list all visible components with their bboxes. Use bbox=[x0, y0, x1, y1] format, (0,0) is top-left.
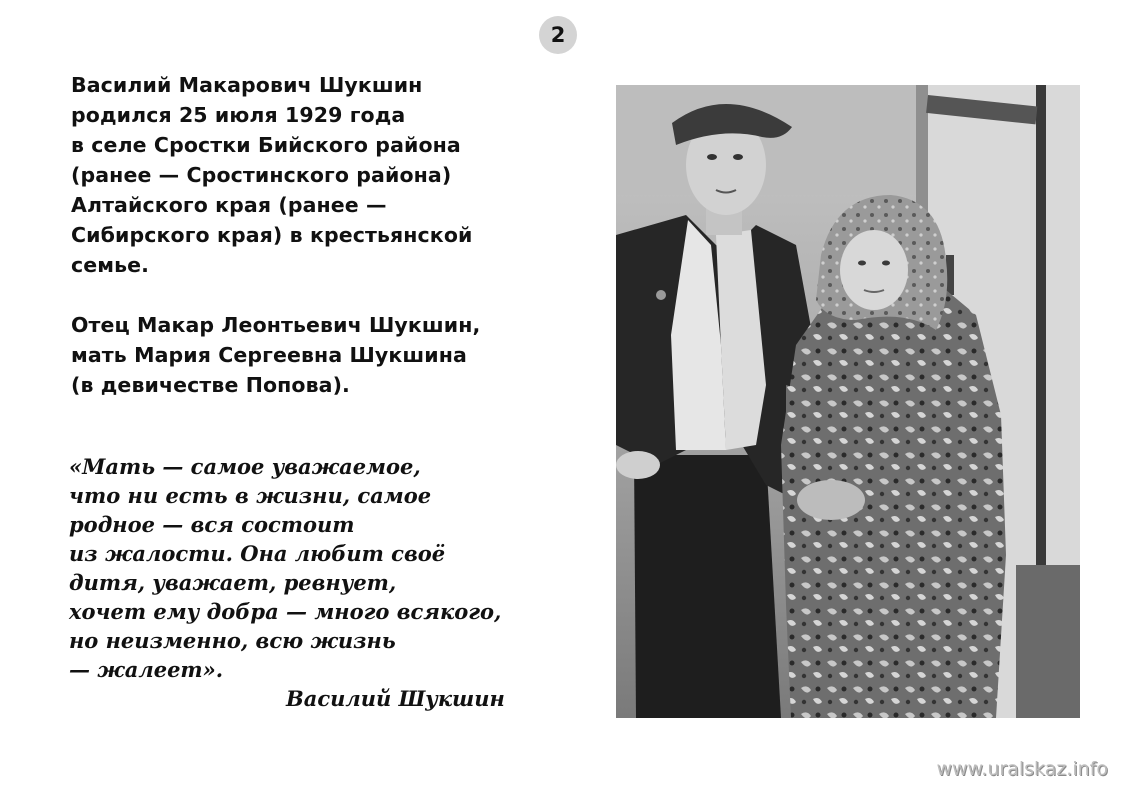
quote-line: «Мать — самое уважаемое, bbox=[69, 454, 421, 479]
quote-author: Василий Шукшин bbox=[286, 686, 505, 711]
quote-line: родное — вся состоит bbox=[69, 512, 355, 537]
site-watermark: www.uralskaz.info bbox=[936, 758, 1108, 780]
quote-line: хочет ему добра — много всякого, bbox=[69, 599, 502, 624]
quote-line: — жалеет». bbox=[69, 657, 224, 682]
bio-line: в селе Сростки Бийского района bbox=[71, 133, 461, 157]
bio-line: семье. bbox=[71, 253, 150, 277]
paragraph-gap bbox=[71, 280, 601, 310]
quote-block bbox=[69, 452, 609, 684]
quote-line: дитя, уважает, ревнует, bbox=[69, 570, 397, 595]
bio-line: Василий Макарович Шукшин bbox=[71, 73, 423, 97]
bio-line: Алтайского края (ранее — bbox=[71, 193, 387, 217]
quote-line: что ни есть в жизни, самое bbox=[69, 483, 432, 508]
quote-line: но неизменно, всю жизнь bbox=[69, 628, 396, 653]
parents-line: Отец Макар Леонтьевич Шукшин, bbox=[71, 313, 481, 337]
page-number-badge: 2 bbox=[539, 16, 577, 54]
quote-line: из жалости. Она любит своё bbox=[69, 541, 446, 566]
bio-line: родился 25 июля 1929 года bbox=[71, 103, 406, 127]
bio-line: Сибирского края) в крестьянской bbox=[71, 223, 473, 247]
parents-line: (в девичестве Попова). bbox=[71, 373, 350, 397]
parents-line: мать Мария Сергеевна Шукшина bbox=[71, 343, 467, 367]
black-and-white-photo-icon bbox=[616, 85, 1080, 718]
biography-text bbox=[71, 70, 601, 400]
bio-line: (ранее — Сростинского района) bbox=[71, 163, 452, 187]
